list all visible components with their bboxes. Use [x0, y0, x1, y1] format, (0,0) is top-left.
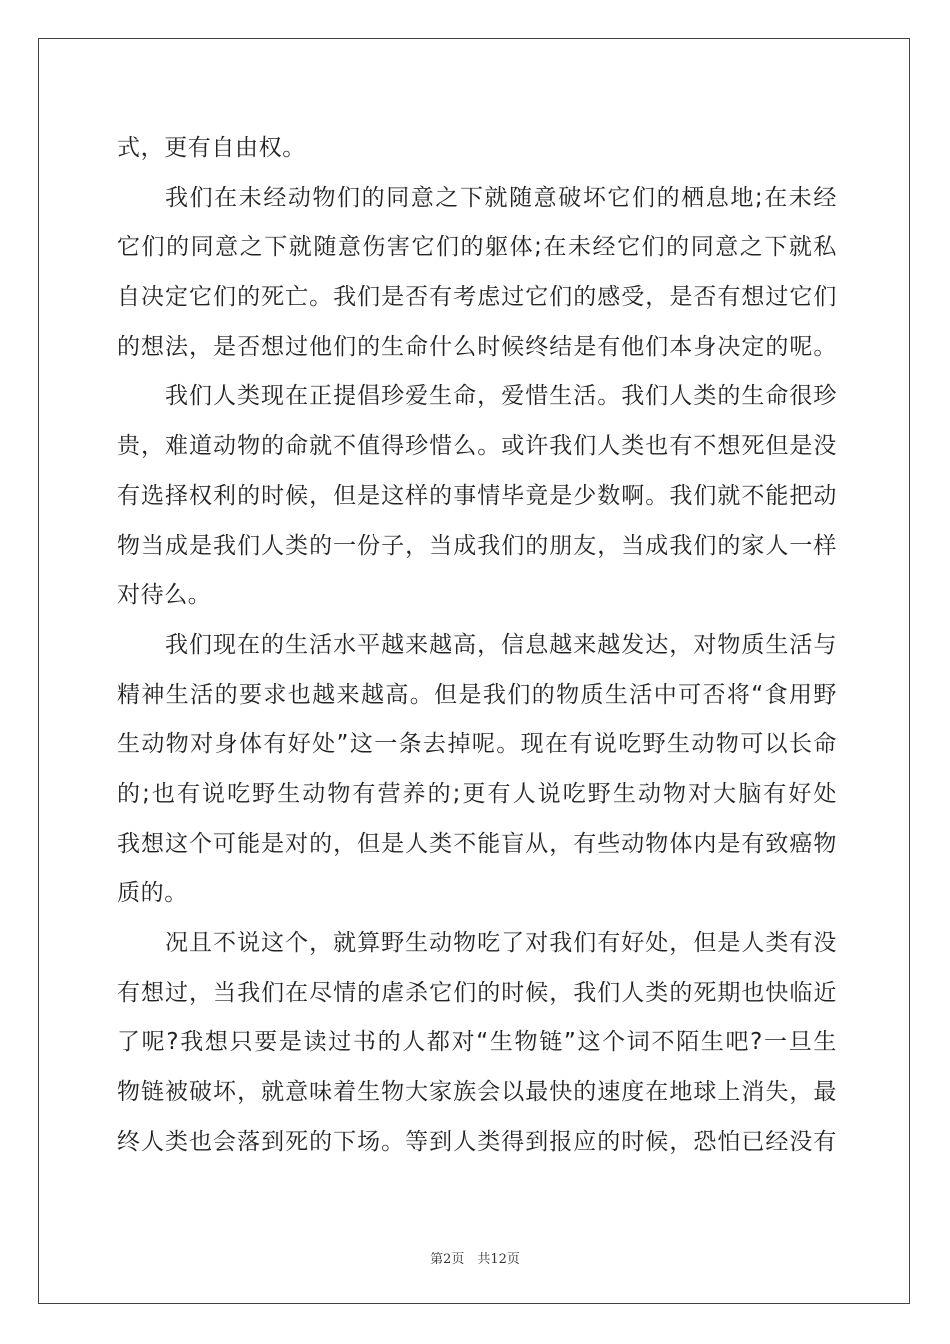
text-line: 精神生活的要求也越来越高。但是我们的物质生活中可否将“食用野 — [117, 681, 837, 708]
text-line: 它们的同意之下就随意伤害它们的躯体;在未经它们的同意之下就私 — [117, 234, 837, 261]
text-line: 了呢?我想只要是读过书的人都对“生物链”这个词不陌生吧?一旦生 — [117, 1029, 837, 1056]
document-body — [117, 124, 837, 1167]
text-line: 我们人类现在正提倡珍爱生命，爱惜生活。我们人类的生命很珍 — [165, 383, 837, 410]
text-line: 的想法，是否想过他们的生命什么时候终结是有他们本身决定的呢。 — [117, 333, 837, 360]
text-line: 终人类也会落到死的下场。等到人类得到报应的时候，恐怕已经没有 — [117, 1128, 837, 1155]
text-line: 的;也有说吃野生动物有营养的;更有人说吃野生动物对大脑有好处 — [117, 780, 837, 807]
text-line: 式，更有自由权。 — [117, 135, 306, 161]
text-line: 况且不说这个，就算野生动物吃了对我们有好处，但是人类有没 — [165, 930, 837, 956]
text-line: 对待么。 — [117, 582, 212, 609]
text-line: 物链被破坏，就意味着生物大家族会以最快的速度在地球上消失，最 — [117, 1079, 837, 1106]
text-line: 自决定它们的死亡。我们是否有考虑过它们的感受，是否有想过它们 — [117, 284, 837, 311]
text-line: 物当成是我们人类的一份子，当成我们的朋友，当成我们的家人一样 — [117, 532, 837, 559]
text-line: 生动物对身体有好处”这一条去掉呢。现在有说吃野生动物可以长命 — [117, 731, 837, 758]
text-line: 有想过，当我们在尽情的虐杀它们的时候，我们人类的死期也快临近 — [117, 979, 837, 1006]
text-line: 质的。 — [117, 880, 188, 907]
text-line: 我们现在的生活水平越来越高，信息越来越发达，对物质生活与 — [165, 631, 837, 658]
text-line: 贵，难道动物的命就不值得珍惜么。或许我们人类也有不想死但是没 — [117, 433, 837, 460]
text-line: 我们在未经动物们的同意之下就随意破坏它们的栖息地;在未经 — [165, 184, 837, 211]
text-line: 我想这个可能是对的，但是人类不能盲从，有些动物体内是有致癌物 — [117, 830, 837, 857]
page-footer: 第2页 共12页 — [430, 1252, 520, 1267]
text-line: 有选择权利的时候，但是这样的事情毕竟是少数啊。我们就不能把动 — [117, 482, 837, 509]
